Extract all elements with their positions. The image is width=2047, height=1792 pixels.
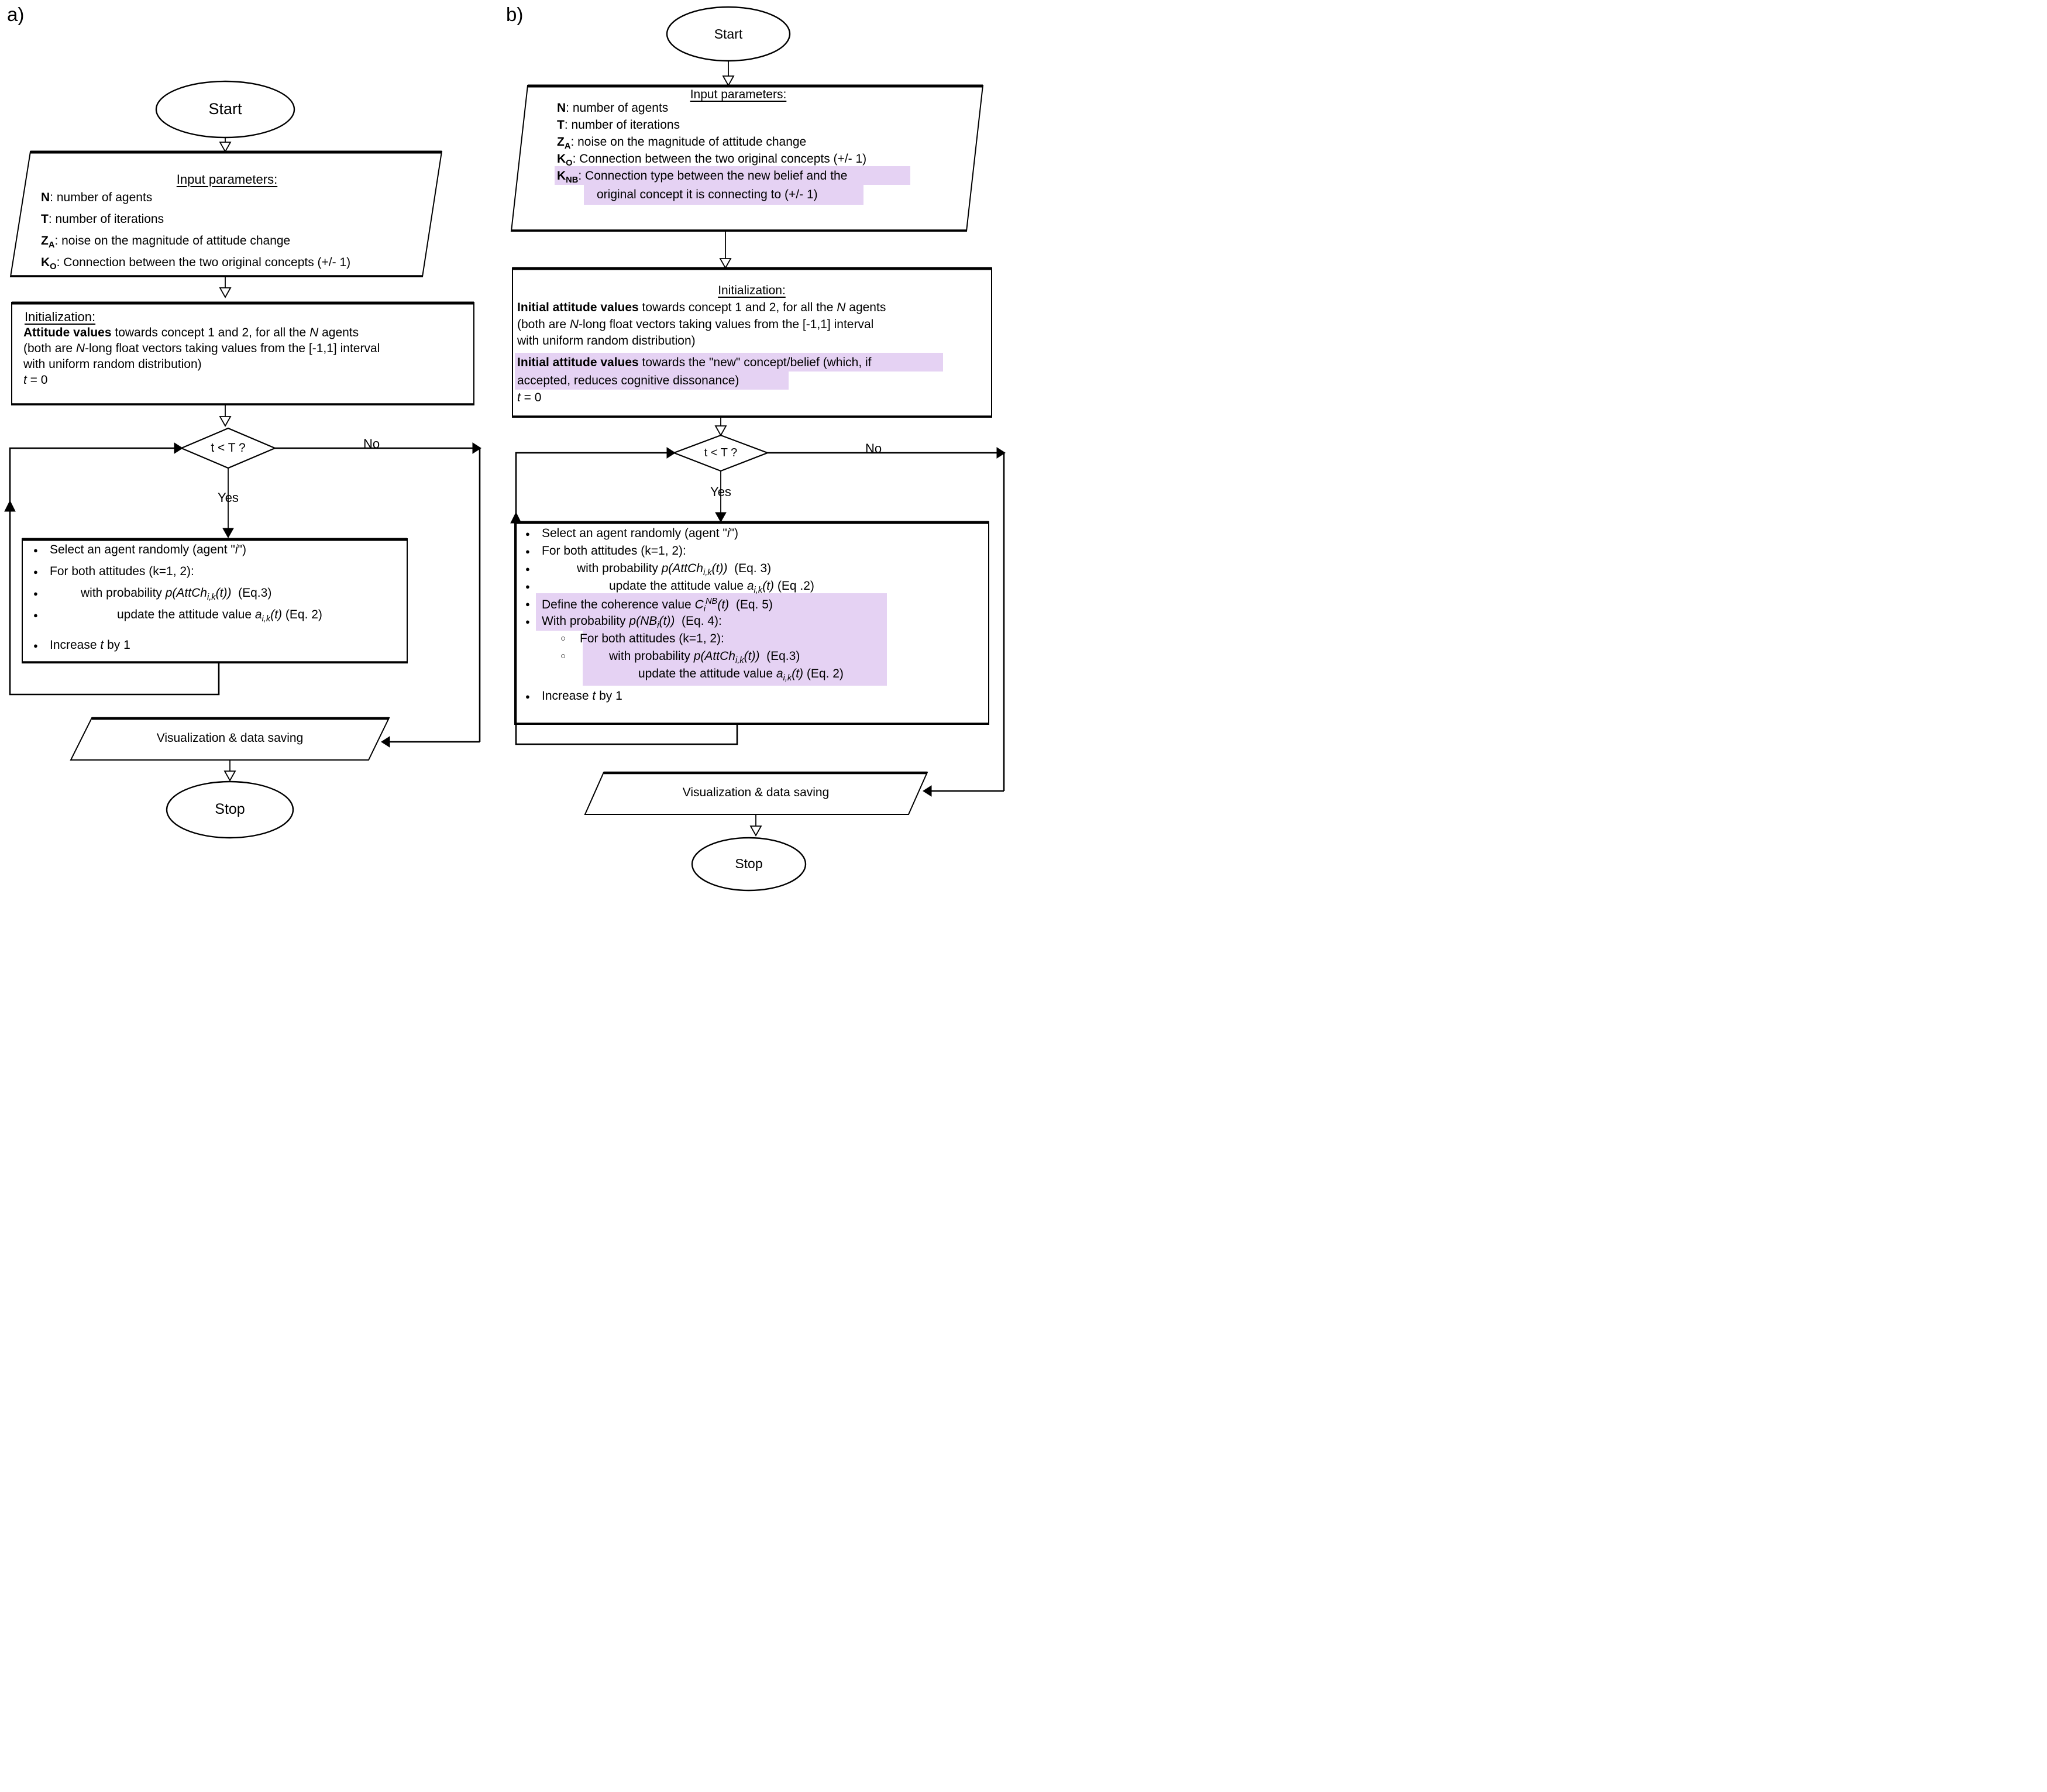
- b-yes-label: Yes: [710, 484, 731, 499]
- b-loop-item: For both attitudes (k=1, 2):: [542, 544, 686, 558]
- b-loop-item: with probability p(AttCh$_{i,k}$(t)) (Eq. 3): [577, 562, 772, 578]
- b-loop-bullet: ●: [525, 565, 530, 573]
- b-loop-bullet: ●: [525, 547, 530, 556]
- b-input-line: $K_O$: Connection between the two original concepts (+/- 1): [557, 152, 867, 168]
- a-arrowhead-open-2: [220, 288, 230, 297]
- b-loop-bullet: ●: [525, 529, 530, 538]
- b-loop-item: update the attitude value $a_{i,k}(t)$ (Eq .2): [609, 579, 814, 596]
- a-loop-item: For both attitudes (k=1, 2):: [50, 565, 194, 578]
- a-loop-bullet: ●: [33, 641, 38, 650]
- a-input-line: $K_O$: Connection between the two original concepts (+/- 1): [41, 256, 351, 272]
- a-arrowhead-open-3: [220, 417, 230, 426]
- b-init-line: Initial attitude values towards the "new" concept/belief (which, if: [517, 356, 872, 369]
- b-input-line: $K_{NB}$: Connection type between the new belief and the: [557, 169, 848, 185]
- b-loop-item: Define the coherence value $C_i^{NB}(t)$ (Eq. 5): [542, 597, 773, 614]
- b-yes-arrowhead: [715, 513, 726, 522]
- b-loopback-into-diamond-arrowhead: [667, 448, 675, 458]
- a-no-label: No: [363, 436, 380, 451]
- b-arrowhead-open-4: [751, 826, 761, 835]
- a-yes-label: Yes: [218, 490, 239, 505]
- b-init-line: (both are N-long float vectors taking values from the [-1,1] interval: [517, 318, 874, 331]
- b-input-line: N: number of agents: [557, 101, 669, 115]
- a-loop-item: Increase t by 1: [50, 638, 130, 652]
- flowchart-figure: [0, 0, 1024, 896]
- b-input-line: T: number of iterations: [557, 118, 680, 132]
- a-loopback-up-arrowhead: [5, 501, 15, 511]
- a-stop-label: Stop: [215, 801, 245, 817]
- a-input-line: N: number of agents: [41, 191, 153, 204]
- a-loop-bullet: ●: [33, 546, 38, 555]
- a-input-title: Input parameters:: [176, 172, 278, 187]
- b-init-line: accepted, reduces cognitive dissonance): [517, 374, 739, 387]
- a-start-label: Start: [208, 100, 242, 118]
- b-input-line: original concept it is connecting to (+/- 1): [597, 188, 818, 201]
- a-decision-label: t < T ?: [211, 441, 246, 455]
- b-no-label: No: [865, 441, 882, 456]
- b-stop-label: Stop: [735, 856, 763, 871]
- a-panel-label: a): [7, 4, 25, 25]
- a-loop-item: with probability p(AttCh$_{i,k}$(t)) (Eq.3): [81, 586, 272, 603]
- a-loop-bullet: ●: [33, 567, 38, 576]
- b-loop-item: For both attitudes (k=1, 2):: [580, 632, 724, 645]
- a-arrowhead-open-4: [225, 771, 235, 780]
- b-arrowhead-open-2: [720, 259, 731, 268]
- b-loop-bullet: ●: [525, 582, 530, 591]
- b-loop-item: With probability $p(NB_i(t))$ (Eq. 4):: [542, 614, 722, 631]
- b-init-line: Initial attitude values towards concept 1 and 2, for all the N agents: [517, 301, 886, 314]
- a-viz-label: Visualization & data saving: [156, 731, 304, 745]
- a-init-line: (both are N-long float vectors taking values from the [-1,1] interval: [23, 342, 380, 355]
- b-loop-bullet: ●: [525, 600, 530, 608]
- b-loopback-up-arrowhead: [511, 513, 521, 523]
- b-loop-bullet-hollow: ○: [560, 634, 566, 644]
- b-panel-label: b): [506, 4, 524, 25]
- a-init-line: with uniform random distribution): [23, 357, 202, 371]
- b-viz-entry-arrowhead: [923, 786, 931, 796]
- b-loop-bullet: ●: [525, 617, 530, 626]
- a-arrowhead-open-1: [220, 142, 230, 152]
- a-loop-item: Select an agent randomly (agent "i"): [50, 543, 246, 556]
- a-loop-bullet: ●: [33, 611, 38, 620]
- a-init-title: Initialization:: [25, 309, 96, 324]
- b-loop-item: Increase t by 1: [542, 689, 622, 703]
- b-arrowhead-open-3: [715, 426, 726, 435]
- b-loop-bullet: ●: [525, 692, 530, 701]
- b-start-label: Start: [714, 26, 743, 42]
- b-loop-item: Select an agent randomly (agent "i"): [542, 527, 738, 540]
- b-loop-item: with probability p(AttCh$_{i,k}$(t)) (Eq.3): [609, 649, 800, 666]
- a-init-line: t = 0: [23, 373, 48, 387]
- b-loop-bullet-hollow: ○: [560, 651, 566, 661]
- a-yes-arrowhead: [223, 528, 233, 538]
- b-input-title: Input parameters:: [690, 88, 787, 101]
- a-input-line: $Z_A$: noise on the magnitude of attitude change: [41, 234, 291, 250]
- a-viz-entry-arrowhead: [381, 737, 390, 747]
- a-loop-bullet: ●: [33, 589, 38, 598]
- b-decision-label: t < T ?: [704, 446, 738, 459]
- b-loop-item: update the attitude value $a_{i,k}(t)$ (Eq. 2): [638, 667, 844, 683]
- b-init-title: Initialization:: [718, 284, 786, 297]
- a-loopback-into-diamond-arrowhead: [174, 443, 183, 453]
- b-arrowhead-open-1: [723, 76, 734, 85]
- b-viz-label: Visualization & data saving: [682, 786, 830, 799]
- b-input-line: $Z_A$: noise on the magnitude of attitude change: [557, 135, 807, 152]
- a-loop-item: update the attitude value $a_{i,k}(t)$ (Eq. 2): [117, 608, 322, 624]
- a-input-line: T: number of iterations: [41, 212, 164, 226]
- b-init-line: with uniform random distribution): [517, 334, 696, 348]
- b-init-line: t = 0: [517, 391, 542, 404]
- a-init-line: Attitude values towards concept 1 and 2, for all the N agents: [23, 326, 359, 339]
